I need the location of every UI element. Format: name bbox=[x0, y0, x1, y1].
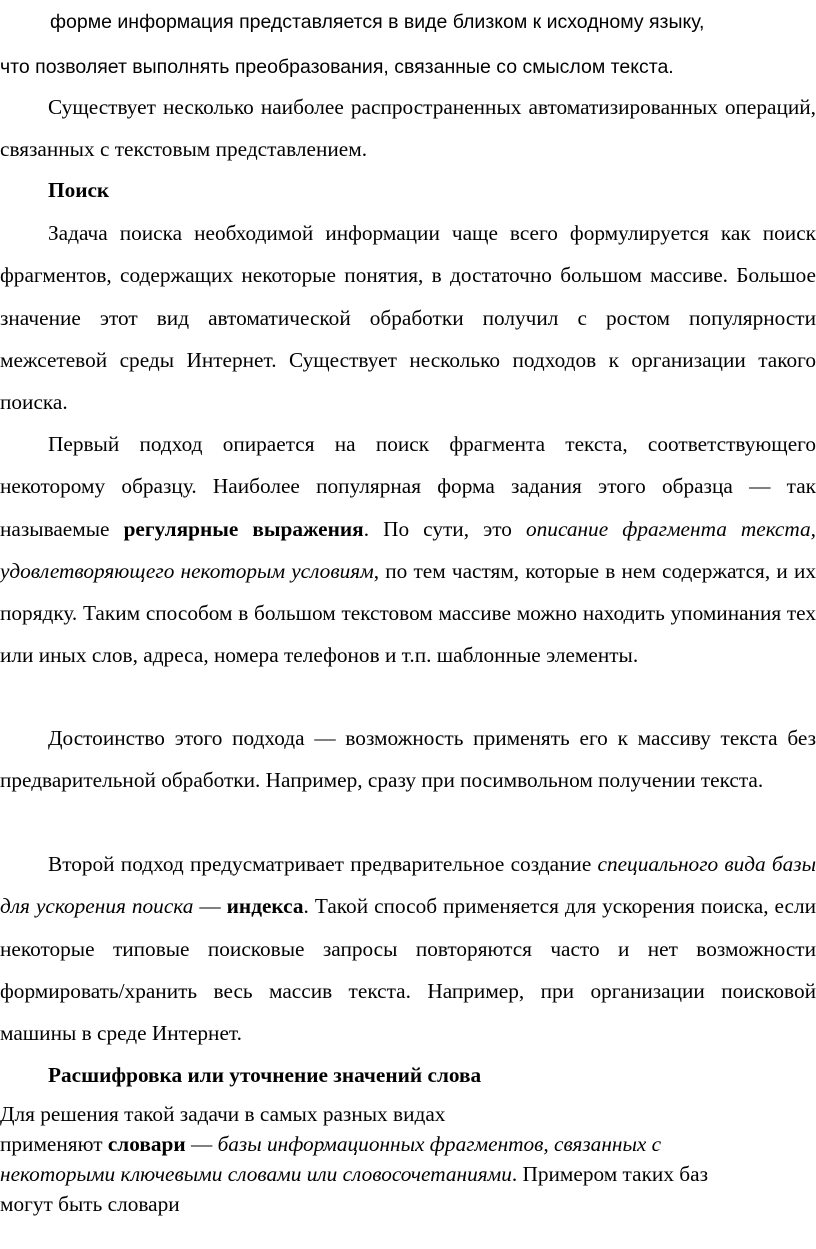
decode-line-3-b: . Примером таких баз bbox=[511, 1162, 708, 1186]
p4-dash: — bbox=[193, 894, 227, 919]
search-paragraph-3: Достоинство этого подхода — возможность применять его к массиву текста без предварительной обработки. Например, сразу при посимвольном получении текста. bbox=[0, 726, 816, 793]
fragment-line-1: форме информация представляется в виде близком к исходному языку, bbox=[50, 11, 705, 33]
decode-line-2-dash: — bbox=[185, 1132, 218, 1156]
p2-text-e: , по тем частям, которые в нем содержатся, и их порядку. Таким способом в большом текстовом массиве можно находить упоминания тех или иных слов, адреса, номера телефонов и т.п. шаблонные элементы. bbox=[0, 558, 816, 668]
search-paragraph-4 bbox=[0, 843, 816, 1054]
decode-line-3 bbox=[0, 1159, 816, 1189]
search-paragraph-1: Задача поиска необходимой информации чаще всего формулируется как поиск фрагментов, содержащих некоторые понятия, в достаточно большом массиве. Большое значение этот вид автоматической обработки получил с ростом популярности межсетевой среды Интернет. Существует несколько подходов к организации такого поиска. bbox=[0, 221, 816, 415]
decode-definition-part-1: базы информационных фрагментов, связанных с bbox=[217, 1132, 662, 1156]
decode-line-2 bbox=[0, 1129, 816, 1159]
search-paragraph-2 bbox=[0, 423, 816, 677]
p2-definition: описание фрагмента текста, удовлетворяющего некоторым условиям bbox=[0, 516, 816, 583]
p4-text-e: . Такой способ применяется для ускорения поиска, если некоторые типовые поисковые запросы повторяются часто и нет возможности формировать/хранить весь массив текста. Например, при организации поисковой машины в среде Интернет. bbox=[0, 894, 816, 1046]
decode-line-2-a: применяют bbox=[0, 1132, 108, 1156]
term-index: индекса bbox=[226, 894, 304, 919]
p2-text-a: Первый подход опирается на поиск фрагмента текста, соответствующего некоторому образцу. Наиболее популярная форма задания этого образца — так называемые bbox=[0, 432, 816, 541]
p4-definition: специального вида базы для ускорения поиска bbox=[0, 852, 816, 919]
heading-search: Поиск bbox=[48, 178, 110, 202]
decode-line-1: Для решения такой задачи в самых разных видах bbox=[0, 1102, 446, 1126]
fragment-line-2: что позволяет выполнять преобразования, связанные со смыслом текста. bbox=[0, 56, 674, 78]
term-dictionaries: словари bbox=[107, 1132, 186, 1156]
term-regular-expressions: регулярные выражения bbox=[123, 516, 364, 541]
p2-text-c: . По сути, это bbox=[363, 516, 526, 541]
intro-paragraph: Существует несколько наиболее распространенных автоматизированных операций, связанных с текстовым представлением. bbox=[0, 95, 816, 162]
decode-paragraph bbox=[0, 1099, 816, 1219]
decode-definition-part-2: некоторыми ключевыми словами или словосочетаниями bbox=[0, 1162, 512, 1186]
heading-decode: Расшифровка или уточнение значений слова bbox=[48, 1063, 482, 1087]
p4-text-a: Второй подход предусматривает предварительное создание bbox=[48, 852, 598, 876]
decode-line-4: могут быть словари bbox=[0, 1192, 180, 1216]
